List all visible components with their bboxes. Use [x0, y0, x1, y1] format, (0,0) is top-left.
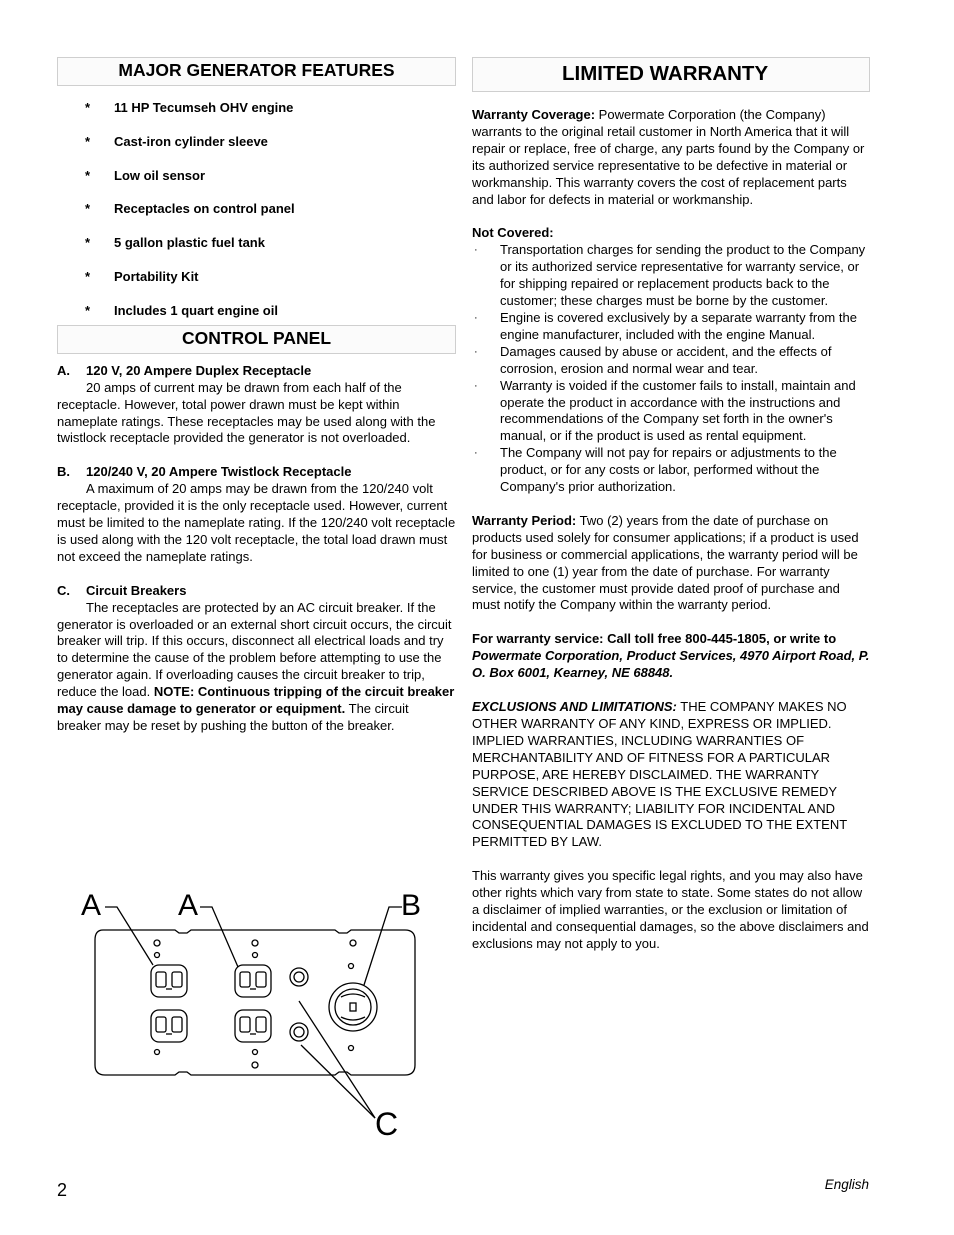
- control-panel-heading: CONTROL PANEL: [57, 325, 456, 354]
- section-c: [57, 583, 456, 735]
- bullet-star: *: [85, 133, 91, 149]
- period-text: Two (2) years from the date of purchase on products used solely for consumer applications; if a product is used for business or commercial applications, the warranty period will be limited to one (1) year from the date of purchase. For warranty service, the customer must provide dated proof of purchase and must notify the Company within the warranty period.: [472, 512, 859, 613]
- bullet-star: *: [85, 268, 91, 284]
- callout-label-a: A: [81, 889, 102, 922]
- page-number: 2: [57, 1180, 68, 1200]
- control-panel-diagram: [75, 885, 435, 1145]
- section-title: 120/240 V, 20 Ampere Twistlock Receptacle: [86, 464, 352, 480]
- warranty-heading: LIMITED WARRANTY: [472, 57, 870, 92]
- feature-item: * 5 gallon plastic fuel tank: [85, 235, 265, 251]
- not-covered-section: [472, 225, 870, 496]
- section-letter: A.: [57, 362, 70, 378]
- bullet-star: *: [85, 235, 91, 251]
- exclusions-label: EXCLUSIONS AND LIMITATIONS:: [472, 699, 677, 715]
- exclusions-text: THE COMPANY MAKES NO OTHER WARRANTY OF ANY KIND, EXPRESS OR IMPLIED. IMPLIED WARRANTIES, INCLUDING WARRANTIES OF MERCHANTABILITY AND OF FITNESS FOR A PARTICULAR PURPOSE, ARE HEREBY DISCLAIMED. THE WARRANTY SERVICE DESCRIBED ABOVE IS THE EXCLUSIVE REMEDY UNDER THIS WARRANTY; LIABILITY FOR INCIDENTAL AND CONSEQUENTIAL DAMAGES IS EXCLUDED TO THE EXTENT PERMITTED BY LAW.: [472, 699, 847, 850]
- bullet-dot: ·: [474, 379, 478, 392]
- feature-item: * Receptacles on control panel: [85, 201, 295, 217]
- coverage-text: Powermate Corporation (the Company) warrants to the original retail customer in North America that it will repair or replace, free of charge, any parts found by the Company or its authorized service representative to be defective in material or workmanship. This warranty covers the cost of replacement parts and labor for defects in material or workmanship.: [472, 107, 865, 207]
- section-letter: C.: [57, 582, 70, 598]
- list-item: · Transportation charges for sending the product to the Company or its authorized service representative for warranty service, or for shipping repaired or replacement products back to the customer; these charges must be borne by the customer.: [474, 242, 866, 309]
- leader-line: [364, 907, 402, 985]
- warranty-period: [472, 513, 870, 614]
- duplex-receptacle-icon: [235, 1010, 271, 1042]
- warranty-coverage: [472, 107, 870, 208]
- duplex-receptacle-icon: [235, 965, 271, 997]
- section-letter: B.: [57, 464, 70, 480]
- features-heading: MAJOR GENERATOR FEATURES: [57, 57, 456, 86]
- section-b: [57, 464, 456, 565]
- twistlock-receptacle-icon: [329, 983, 377, 1031]
- section-body: A maximum of 20 amps may be drawn from the 120/240 volt receptacle, provided it is the only receptacle used. However, current must be limited to the nameplate rating. If the 120/240 volt receptacle is used along with the 120 volt receptacle, the total load drawn must not exceed the nameplate ratings.: [57, 481, 456, 564]
- callout-label-a: A: [178, 889, 199, 922]
- callout-label-c: C: [375, 1106, 399, 1142]
- not-covered-label: Not Covered:: [472, 225, 554, 241]
- bullet-star: *: [85, 302, 91, 318]
- features-list: [57, 100, 456, 325]
- circuit-breaker-icon: [290, 968, 308, 986]
- not-covered-list: [472, 242, 870, 496]
- duplex-receptacle-icon: [151, 965, 187, 997]
- period-label: Warranty Period:: [472, 512, 577, 528]
- feature-item: * Includes 1 quart engine oil: [85, 302, 278, 318]
- list-item: · Engine is covered exclusively by a separate warranty from the engine manufacturer, included with the engine Manual.: [474, 309, 857, 342]
- leader-line: [105, 907, 153, 965]
- section-body: 20 amps of current may be drawn from each half of the receptacle. However, total power drawn must be kept within nameplate ratings. These receptacles may be used along with the twistlock receptacle provided the generator is not overloaded.: [57, 379, 436, 446]
- service-text: For warranty service: Call toll free 800-445-1805, or write to: [472, 631, 837, 647]
- bullet-dot: ·: [474, 345, 478, 358]
- legal-rights: This warranty gives you specific legal rights, and you may also have other rights which vary from state to state. Some states do not allow a disclaimer of implied warranties, or the exclusion or limitation of incidental and consequential damages, so the above disclaimers and exclusions may not apply to you.: [472, 868, 869, 951]
- duplex-receptacle-icon: [151, 1010, 187, 1042]
- section-title: Circuit Breakers: [86, 582, 187, 598]
- bullet-star: *: [85, 201, 91, 217]
- section-title: 120 V, 20 Ampere Duplex Receptacle: [86, 362, 312, 378]
- warranty-service: [472, 631, 870, 682]
- right-column: [472, 57, 870, 953]
- panel-outline: [95, 930, 415, 1075]
- feature-item: * 11 HP Tecumseh OHV engine: [85, 100, 294, 115]
- leader-line: [301, 1045, 375, 1118]
- bullet-dot: ·: [474, 447, 478, 460]
- leader-line: [299, 1001, 375, 1118]
- leader-line: [200, 907, 238, 967]
- list-item: · Warranty is voided if the customer fails to install, maintain and operate the product in accordance with the instructions and recommendations of the Company set forth in the owner's manual, or if the product is used as rental equipment.: [474, 377, 856, 444]
- left-column: [57, 57, 456, 735]
- bullet-star: *: [85, 100, 91, 115]
- language-label: English: [824, 1177, 869, 1192]
- callout-label-b: B: [401, 889, 422, 922]
- bullet-star: *: [85, 167, 91, 183]
- feature-item: * Low oil sensor: [85, 167, 206, 183]
- section-a: [57, 363, 456, 448]
- feature-item: * Cast-iron cylinder sleeve: [85, 133, 268, 149]
- list-item: · Damages caused by abuse or accident, and the effects of corrosion, erosion and normal wear and tear.: [474, 343, 832, 376]
- screw-icons: [154, 940, 356, 1068]
- circuit-breaker-icon: [290, 1023, 308, 1041]
- coverage-label: Warranty Coverage:: [472, 107, 596, 122]
- list-item: · The Company will not pay for repairs or adjustments to the product, or for any costs or labor, performed without the Company's prior authorization.: [474, 445, 837, 495]
- service-address: Powermate Corporation, Product Services, 4970 Airport Road, P. O. Box 6001, Kearney, NE 68848.: [472, 648, 870, 681]
- bullet-dot: ·: [474, 311, 478, 324]
- exclusions: [472, 699, 870, 851]
- section-body: The receptacles are protected by an AC circuit breaker. If the generator is overloaded or an external short circuit occurs, the circuit breaker will trip. If this occurs, disconnect all electrical loads and try to determine the cause of the problem before attempting to use the generator again. If overloading causes the circuit breaker to trip, reduce the load. NOTE: Continuous tripping of the circuit breaker may cause damage to generator or equipment. The circuit breaker may be reset by pushing the button of the breaker.: [57, 599, 455, 733]
- bullet-dot: ·: [474, 244, 478, 257]
- feature-item: * Portability Kit: [85, 268, 199, 284]
- note-text: NOTE: Continuous tripping of the circuit breaker may cause damage to generator or equipment.: [57, 684, 455, 717]
